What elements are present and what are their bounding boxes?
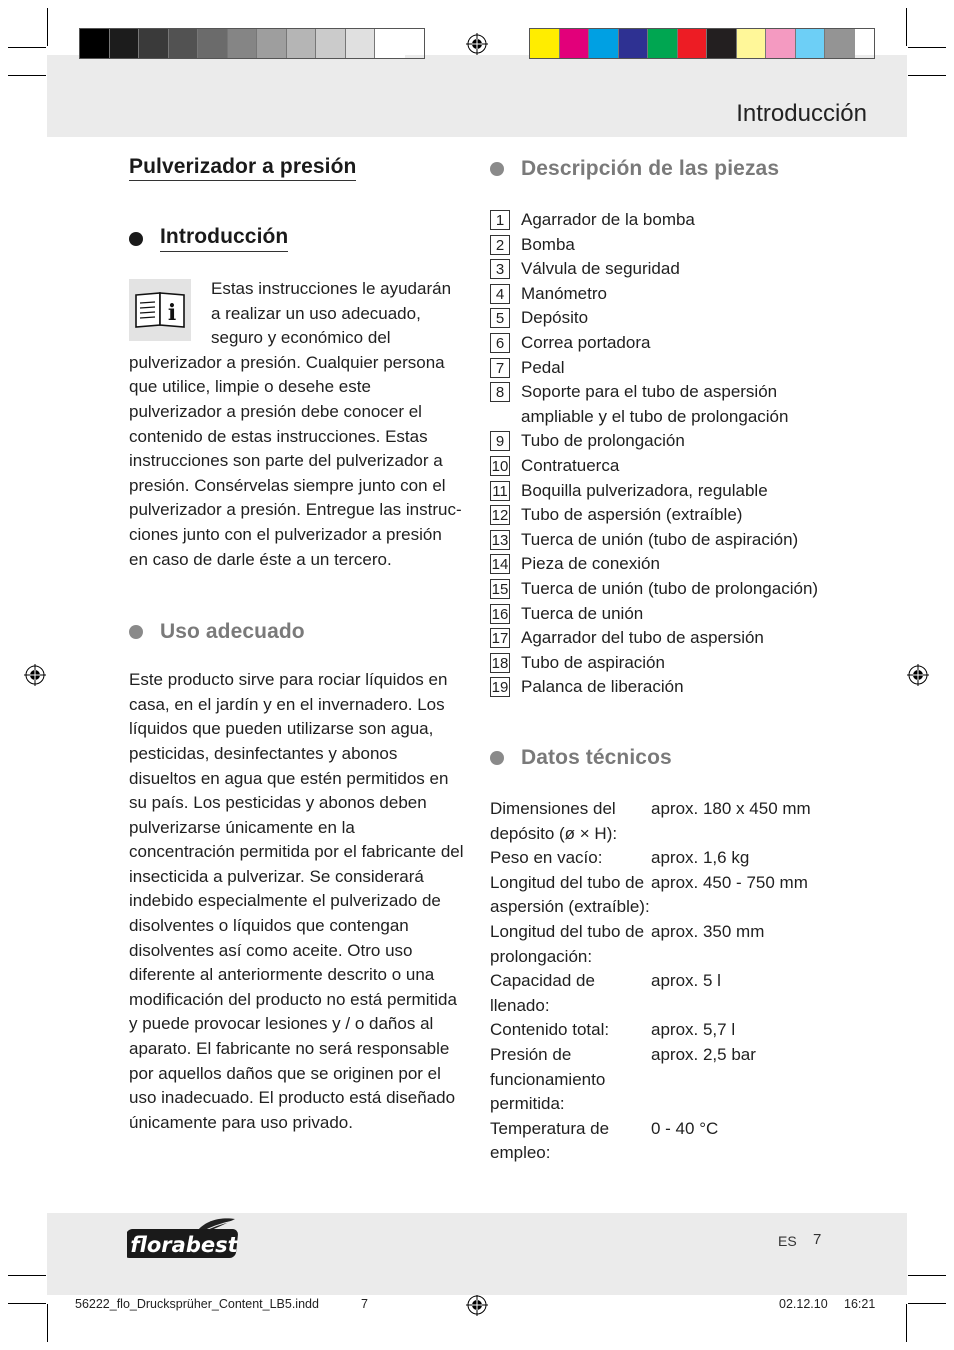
tech-value: aprox. 2,5 bar (651, 1044, 756, 1064)
use-heading (129, 620, 465, 644)
svg-text:i: i (167, 300, 177, 326)
part-item (490, 380, 850, 429)
crop-mark (8, 47, 46, 48)
part-number: 9 (490, 431, 510, 451)
registration-mark-icon (907, 664, 929, 686)
intro-heading (129, 225, 465, 252)
part-label: Pedal (521, 357, 565, 377)
part-item (490, 257, 850, 282)
color-swatch (110, 29, 140, 58)
tech-row (490, 797, 870, 846)
tech-label: Capacidad de llenado: (490, 971, 595, 1015)
crop-mark (906, 8, 907, 46)
crop-mark (8, 75, 46, 76)
part-item (490, 208, 850, 233)
parts-heading-text: Descripción de las piezas (521, 157, 780, 180)
color-calibration-bar (529, 28, 875, 59)
use-heading-text: Uso adecuado (160, 620, 305, 644)
part-item (490, 331, 850, 356)
tech-value: aprox. 350 mm (651, 921, 765, 941)
bullet-icon (129, 232, 143, 246)
part-number: 16 (491, 605, 509, 623)
color-swatch (287, 29, 317, 58)
color-swatch (560, 29, 590, 58)
part-label: Manómetro (521, 283, 607, 303)
main-title (129, 155, 356, 179)
slug-time: 16:21 (844, 1297, 876, 1311)
part-label: Bomba (521, 234, 575, 254)
part-number: 17 (491, 630, 509, 648)
part-item (490, 429, 850, 454)
slug-date: 02.12.10 (779, 1297, 828, 1311)
part-item (490, 306, 850, 331)
footer-page-number: 7 (813, 1231, 822, 1248)
part-label: Contratuerca (521, 455, 620, 475)
part-number: 14 (491, 556, 509, 574)
part-number: 18 (491, 654, 509, 672)
part-label: Tuerca de unión (tubo de prolongación) (521, 578, 819, 598)
tech-label: Longitud del tubo de prolongación: (490, 921, 645, 966)
parts-heading (490, 157, 779, 181)
tech-value: aprox. 5 l (651, 971, 721, 991)
part-item (490, 282, 850, 307)
color-swatch (530, 29, 560, 58)
part-number: 15 (491, 580, 509, 598)
brand-text: florabest (130, 1233, 238, 1257)
part-label: Pieza de conexión (521, 554, 660, 574)
color-swatch (796, 29, 826, 58)
color-swatch (678, 29, 708, 58)
bullet-icon (490, 751, 504, 765)
tech-row (490, 1043, 870, 1117)
color-swatch (707, 29, 737, 58)
color-swatch (589, 29, 619, 58)
part-label: Tubo de prolongación (521, 431, 685, 451)
tech-row (490, 1117, 870, 1166)
part-number: 13 (491, 531, 509, 549)
part-label: Tubo de aspersión (extraíble) (521, 505, 743, 525)
part-label: Agarrador de la bomba (521, 210, 695, 229)
registration-mark-icon (466, 1294, 488, 1316)
intro-heading-text: Introducción (160, 225, 288, 252)
tech-label: Peso en vacío: (490, 848, 603, 868)
registration-mark-icon (24, 664, 46, 686)
parts-list (490, 208, 850, 700)
part-item (490, 626, 850, 651)
part-item (490, 675, 850, 700)
crop-mark (908, 47, 946, 48)
color-swatch (648, 29, 678, 58)
tech-row (490, 1018, 870, 1043)
part-label: Agarrador del tubo de aspersión (521, 628, 764, 648)
part-label: Tuerca de unión (tubo de aspiración) (521, 529, 799, 549)
color-swatch (139, 29, 169, 58)
crop-mark (908, 1303, 946, 1304)
tech-heading-text: Datos técnicos (521, 746, 672, 769)
color-swatch (737, 29, 767, 58)
main-title-text: Pulverizador a presión (129, 155, 356, 181)
part-item (490, 602, 850, 627)
part-label: Correa portadora (521, 332, 651, 352)
part-item (490, 356, 850, 381)
part-number: 4 (490, 284, 510, 304)
part-item (490, 577, 850, 602)
crop-mark (906, 1304, 907, 1342)
color-swatch (80, 29, 110, 58)
part-number: 12 (491, 507, 509, 525)
part-label: Soporte para el tubo de aspersión ampliable y el tubo de prolongación (521, 382, 789, 426)
tech-value: aprox. 450 - 750 mm (651, 872, 808, 892)
bullet-icon (490, 162, 504, 176)
left-column (129, 155, 465, 1135)
part-number: 8 (490, 382, 510, 402)
part-number: 6 (490, 333, 510, 353)
grey-calibration-bar (79, 28, 425, 59)
part-item (490, 479, 850, 504)
tech-label: Contenido total: (490, 1020, 610, 1040)
tech-row (490, 969, 870, 1018)
part-label: Depósito (521, 308, 589, 328)
tech-value: 0 - 40 °C (651, 1118, 719, 1138)
intro-text: Estas instrucciones le ayudarán a realizar un uso adecuado, seguro y económico del pulverizador a presión. Cualquier persona que utilice, limpie o desehe este pulverizador a presión debe conocer el contenido de estas instrucciones. Estas instrucciones son parte del pulverizador a presión. Consérvelas siempre junto con el pulverizador a presión. Entregue las instruc-ciones junto con el pulverizador a presión en caso de darle éste a un tercero. (129, 279, 462, 569)
part-item (490, 528, 850, 553)
part-number: 2 (490, 235, 510, 255)
color-swatch (375, 29, 405, 58)
color-swatch (346, 29, 376, 58)
intro-paragraph (129, 277, 465, 572)
footer-language: ES (778, 1233, 797, 1249)
bullet-icon (129, 625, 143, 639)
tech-label: Longitud del tubo de aspersión (extraíble): (490, 872, 650, 917)
crop-mark (908, 1275, 946, 1276)
part-number: 3 (490, 259, 510, 279)
part-item (490, 503, 850, 528)
tech-data-table (490, 797, 870, 1166)
tech-value: aprox. 180 x 450 mm (651, 799, 811, 818)
part-item (490, 233, 850, 258)
color-swatch (316, 29, 346, 58)
part-item (490, 454, 850, 479)
slug-filename: 56222_flo_Drucksprüher_Content_LB5.indd (75, 1297, 319, 1311)
tech-label: Presión de funcionamiento permitida: (490, 1044, 606, 1114)
part-number: 7 (490, 358, 510, 378)
part-item (490, 651, 850, 676)
part-label: Tuerca de unión (521, 603, 644, 623)
part-number: 19 (491, 679, 509, 697)
crop-mark (908, 75, 946, 76)
tech-row (490, 846, 870, 871)
color-swatch (619, 29, 649, 58)
registration-mark-icon (466, 33, 488, 55)
tech-heading (490, 746, 672, 770)
color-swatch (825, 29, 855, 58)
color-swatch (257, 29, 287, 58)
tech-row (490, 920, 870, 969)
tech-row (490, 871, 870, 920)
page-header-title: Introducción (736, 100, 867, 127)
tech-value: aprox. 1,6 kg (651, 848, 750, 868)
read-manual-icon (129, 279, 191, 341)
part-label: Boquilla pulverizadora, regulable (521, 480, 768, 500)
info-figure (129, 279, 211, 341)
part-label: Válvula de seguridad (521, 259, 680, 279)
part-number: 11 (490, 481, 510, 501)
color-swatch (228, 29, 258, 58)
color-swatch (198, 29, 228, 58)
crop-mark (47, 1304, 48, 1342)
part-number: 1 (490, 210, 510, 230)
crop-mark (8, 1275, 46, 1276)
tech-label: Dimensiones del depósito (ø × H): (490, 799, 618, 843)
tech-value: aprox. 5,7 l (651, 1020, 736, 1040)
slug-page: 7 (361, 1297, 368, 1311)
part-number: 5 (490, 308, 510, 328)
color-swatch (169, 29, 199, 58)
crop-mark (8, 1303, 46, 1304)
crop-mark (47, 8, 48, 46)
color-swatch (766, 29, 796, 58)
part-item (490, 552, 850, 577)
florabest-logo (127, 1215, 243, 1261)
part-label: Palanca de liberación (521, 677, 684, 697)
part-label: Tubo de aspiración (521, 652, 665, 672)
use-paragraph: Este producto sirve para rociar líquidos en casa, en el jardín y en el invernadero. Los líquidos que pueden utilizarse son agua, pesticidas, desinfectantes y abonos disueltos en agua que estén permitidos en su país. Los pesticidas y abonos deben pulverizarse únicamente en la concentración permitida por el fabricante del insecticida a pulverizar. Se considerará indebido especialmente el pulverizado de disolventes o líquidos que contengan disolventes así como aceite. Otro uso diferente al anteriormente descrito o una modificación del producto no está permitida y puede provocar lesiones y / o daños al aparato. El fabricante no será responsable por aquellos daños que se originen por el uso inadecuado. El producto está diseñado únicamente para uso privado. (129, 670, 464, 1132)
part-number: 10 (491, 457, 509, 475)
tech-label: Temperatura de empleo: (490, 1118, 610, 1163)
